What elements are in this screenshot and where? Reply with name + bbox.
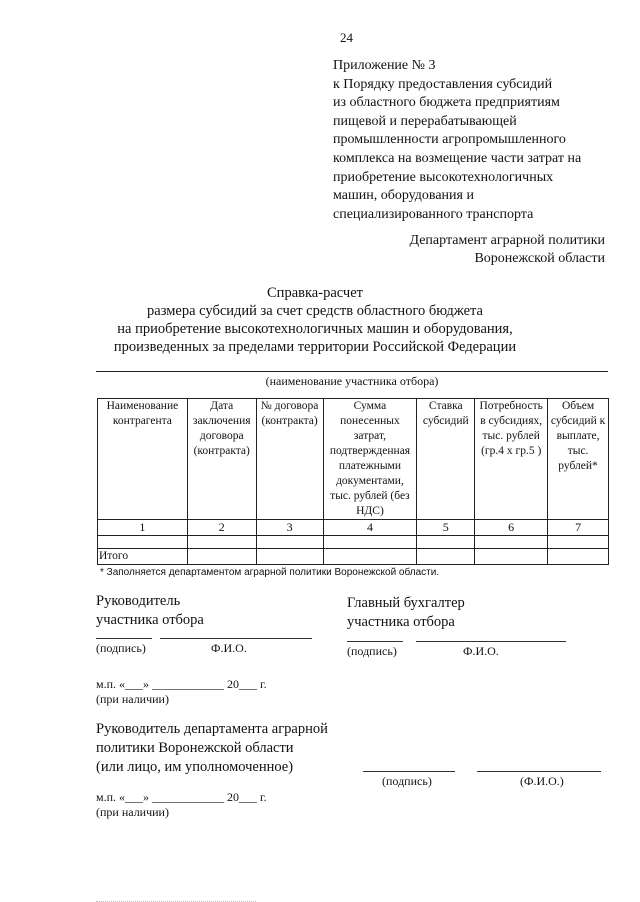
appendix-header: [333, 57, 581, 224]
head-signature-line[interactable]: [96, 638, 152, 639]
title-line: размера субсидий за счет средств областного бюджета: [147, 303, 483, 319]
table-header-row: [98, 399, 609, 520]
column-header: Ставка субсидий: [417, 399, 475, 520]
table-cell[interactable]: [187, 536, 256, 549]
dept-head-title-line: политики Воронежской области: [96, 740, 294, 756]
accountant-title-line: участника отбора: [347, 614, 455, 630]
accountant-signature-line[interactable]: [347, 641, 403, 642]
appendix-line: приобретение высокотехнологичных: [333, 169, 554, 185]
appendix-line: машин, оборудования и: [333, 188, 474, 204]
accountant-fio-label: Ф.И.О.: [463, 644, 499, 658]
column-header: Потребность в субсидиях, тыс. рублей (гр.4 х гр.5 ): [475, 399, 548, 520]
page-number: 24: [340, 30, 353, 45]
department-line: Воронежской области: [474, 251, 605, 266]
stamp-if-any: (при наличии): [96, 692, 169, 706]
table-cell[interactable]: [417, 549, 475, 565]
column-header: Дата заключения договора (контракта): [187, 399, 256, 520]
column-header: Сумма понесенных затрат, подтвержденная платежными документами, тыс. рублей (без НДС): [323, 399, 417, 520]
participant-name-line: [96, 371, 608, 372]
table-cell[interactable]: [475, 549, 548, 565]
column-number: 1: [98, 520, 188, 536]
table-cell[interactable]: [323, 549, 417, 565]
dept-head-title-line: (или лицо, им уполномоченное): [96, 759, 294, 775]
footnote: * Заполняется департаментом аграрной политики Воронежской области.: [100, 567, 440, 578]
head-fio-line[interactable]: [160, 638, 312, 639]
table-cell[interactable]: [548, 536, 609, 549]
table-cell[interactable]: [256, 549, 323, 565]
table-row: [98, 536, 609, 549]
department-line: Департамент аграрной политики: [409, 233, 605, 248]
column-header: Объем субсидий к выплате, тыс. рублей*: [548, 399, 609, 520]
head-signature-title: [96, 592, 204, 630]
table-cell[interactable]: [475, 536, 548, 549]
accountant-signature-title: [347, 594, 465, 632]
head-title-line: Руководитель: [96, 593, 181, 609]
head-fio-label: Ф.И.О.: [211, 641, 247, 655]
table-cell[interactable]: [187, 549, 256, 565]
column-number: 4: [323, 520, 417, 536]
dept-stamp-if-any: (при наличии): [96, 805, 169, 819]
head-signature-label: (подпись): [96, 641, 146, 655]
table-cell[interactable]: [417, 536, 475, 549]
appendix-line: Приложение № 3: [333, 58, 436, 73]
dept-head-signature-label: (подпись): [382, 774, 432, 788]
head-title-line: участника отбора: [96, 612, 204, 628]
table-cell[interactable]: [548, 549, 609, 565]
stamp-date-line: м.п. «___» ____________ 20___ г.: [96, 677, 267, 691]
title-line: произведенных за пределами территории Российской Федерации: [113, 339, 517, 355]
total-label: Итого: [98, 549, 188, 565]
table-cell[interactable]: [256, 536, 323, 549]
appendix-line: специализированного транспорта: [333, 206, 534, 222]
appendix-line: промышленности агропромышленного: [333, 132, 566, 148]
dept-head-fio-line[interactable]: [477, 771, 601, 772]
appendix-line: к Порядку предоставления субсидий: [333, 76, 553, 92]
dept-head-signature-title: [96, 720, 328, 777]
column-number: 7: [548, 520, 609, 536]
column-number-row: [98, 520, 609, 536]
title-line: Справка-расчет: [267, 285, 363, 301]
title-line: на приобретение высокотехнологичных машин и оборудования,: [117, 321, 513, 337]
column-header: № договора (контракта): [256, 399, 323, 520]
table-cell[interactable]: [323, 536, 417, 549]
accountant-signature-label: (подпись): [347, 644, 397, 658]
accountant-title-line: Главный бухгалтер: [347, 595, 465, 611]
document-title: [80, 284, 550, 356]
total-row: [98, 549, 609, 565]
column-number: 2: [187, 520, 256, 536]
dept-stamp-date-line: м.п. «___» ____________ 20___ г.: [96, 790, 267, 804]
dept-head-title-line: Руководитель департамента аграрной: [96, 721, 328, 737]
calculation-table: [97, 398, 609, 565]
department-addressee: [410, 232, 606, 268]
appendix-line: из областного бюджета предприятиям: [333, 95, 560, 111]
column-number: 6: [475, 520, 548, 536]
participant-caption: (наименование участника отбора): [265, 374, 439, 388]
appendix-line: комплекса на возмещение части затрат на: [333, 150, 582, 166]
column-number: 3: [256, 520, 323, 536]
table-cell[interactable]: [98, 536, 188, 549]
column-header: Наименование контрагента: [98, 399, 188, 520]
appendix-line: пищевой и перерабатывающей: [333, 113, 517, 129]
dept-head-fio-label: (Ф.И.О.): [520, 774, 564, 788]
accountant-fio-line[interactable]: [416, 641, 566, 642]
column-number: 5: [417, 520, 475, 536]
dept-head-signature-line[interactable]: [363, 771, 455, 772]
